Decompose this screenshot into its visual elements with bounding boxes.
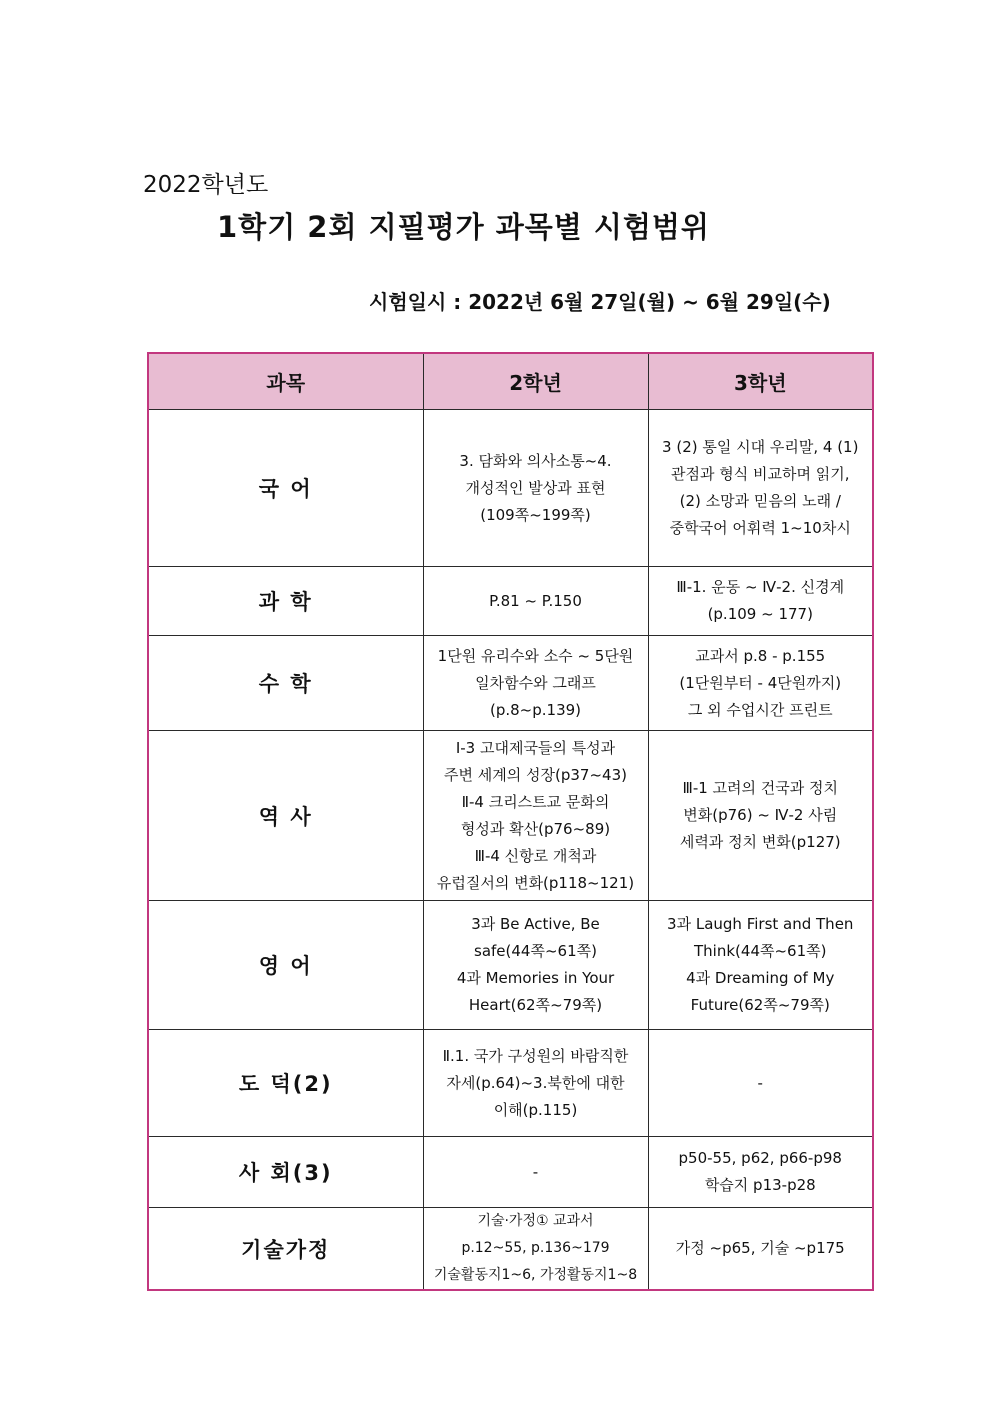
cell-line: - xyxy=(757,1073,763,1092)
cell-line: (109쪽~199쪽) xyxy=(480,505,591,524)
cell-line: Ⅱ.1. 국가 구성원의 바람직한 xyxy=(442,1046,629,1065)
cell-line: 유럽질서의 변화(p118~121) xyxy=(436,873,635,892)
column-header-grade3: 3학년 xyxy=(648,353,873,410)
cell-line: 4과 Dreaming of My xyxy=(686,969,835,987)
grade3-cell xyxy=(648,636,873,731)
cell-line: - xyxy=(532,1162,539,1181)
cell-line: 그 외 수업시간 프린트 xyxy=(687,700,833,719)
grade3-cell xyxy=(648,1208,873,1291)
table-row xyxy=(148,1137,873,1208)
grade2-cell xyxy=(423,636,648,731)
table-row xyxy=(148,901,873,1030)
cell-line: 기술·가정① 교과서 xyxy=(477,1213,594,1229)
cell-line: 형성과 확산(p76~89) xyxy=(460,819,611,838)
cell-line: 세력과 정치 변화(p127) xyxy=(679,833,841,851)
subject-cell: 도 덕(2) xyxy=(148,1030,423,1137)
subject-cell: 국 어 xyxy=(148,410,423,567)
cell-line: 가정 ~p65, 기술 ~p175 xyxy=(675,1239,845,1257)
cell-line: 자세(p.64)~3.북한에 대한 xyxy=(446,1073,625,1092)
table-row xyxy=(148,1208,873,1291)
table-header-row xyxy=(148,353,873,410)
grade2-cell xyxy=(423,410,648,567)
grade2-cell xyxy=(423,567,648,636)
cell-line: Ⅲ-1 고려의 건국과 정치 xyxy=(682,779,839,797)
cell-line: 개성적인 발상과 표현 xyxy=(465,478,606,497)
cell-line: 일차함수와 그래프 xyxy=(475,673,596,692)
cell-line: 관점과 형식 비교하며 읽기, xyxy=(671,465,850,483)
grade3-cell xyxy=(648,567,873,636)
subject-cell: 과 학 xyxy=(148,567,423,636)
exam-date: 시험일시 : 2022년 6월 27일(월) ~ 6월 29일(수) xyxy=(369,290,831,314)
cell-line: (p.109 ~ 177) xyxy=(707,605,813,623)
cell-line: 4과 Memories in Your xyxy=(456,969,615,987)
cell-line: (p.8~p.139) xyxy=(489,700,582,719)
cell-line: 주변 세계의 성장(p37~43) xyxy=(444,765,627,784)
grade3-cell xyxy=(648,410,873,567)
column-header-subject: 과목 xyxy=(148,353,423,410)
grade3-cell xyxy=(648,1137,873,1208)
cell-line: Ⅱ-4 크리스트교 문화의 xyxy=(461,792,610,811)
grade3-cell xyxy=(648,731,873,901)
subject-cell: 기술가정 xyxy=(148,1208,423,1291)
subject-cell: 사 회(3) xyxy=(148,1137,423,1208)
column-header-grade2: 2학년 xyxy=(423,353,648,410)
subject-cell: 수 학 xyxy=(148,636,423,731)
grade3-cell xyxy=(648,901,873,1030)
grade3-cell xyxy=(648,1030,873,1137)
cell-line: Heart(62쪽~79쪽) xyxy=(468,996,603,1014)
table-row xyxy=(148,1030,873,1137)
cell-line: 중학국어 어휘력 1~10차시 xyxy=(669,519,851,537)
grade2-cell xyxy=(423,731,648,901)
cell-line: p.12~55, p.136~179 xyxy=(461,1240,610,1256)
cell-line: 기술활동지1~6, 가정활동지1~8 xyxy=(433,1267,638,1283)
cell-line: 3과 Be Active, Be xyxy=(471,915,600,933)
cell-line: Future(62쪽~79쪽) xyxy=(690,996,830,1014)
cell-line: 학습지 p13-p28 xyxy=(704,1176,816,1194)
cell-line: 3 (2) 통일 시대 우리말, 4 (1) xyxy=(662,438,859,456)
cell-line: Ⅲ-4 신항로 개척과 xyxy=(474,846,597,865)
cell-line: p50-55, p62, p66-p98 xyxy=(678,1149,842,1167)
cell-line: 이해(p.115) xyxy=(493,1100,578,1119)
cell-line: 3. 담화와 의사소통~4. xyxy=(459,451,612,470)
subject-cell: 역 사 xyxy=(148,731,423,901)
cell-line: 3과 Laugh First and Then xyxy=(667,915,854,933)
cell-line: safe(44쪽~61쪽) xyxy=(474,942,597,960)
cell-line: Ⅲ-1. 운동 ~ Ⅳ-2. 신경계 xyxy=(676,578,845,596)
cell-line: 변화(p76) ~ Ⅳ-2 사림 xyxy=(683,806,838,824)
cell-line: (1단원부터 - 4단원까지) xyxy=(679,673,842,692)
table-row xyxy=(148,731,873,901)
subject-cell: 영 어 xyxy=(148,901,423,1030)
exam-scope-table xyxy=(147,352,874,1291)
grade2-cell xyxy=(423,1208,648,1291)
cell-line: 1단원 유리수와 소수 ~ 5단원 xyxy=(437,646,634,665)
grade2-cell xyxy=(423,901,648,1030)
table-row xyxy=(148,410,873,567)
cell-line: P.81 ~ P.150 xyxy=(489,591,582,610)
cell-line: 교과서 p.8 - p.155 xyxy=(695,646,826,665)
year-heading: 2022학년도 xyxy=(143,172,269,198)
page-title: 1학기 2회 지필평가 과목별 시험범위 xyxy=(217,210,710,244)
cell-line: Think(44쪽~61쪽) xyxy=(694,942,827,960)
grade2-cell xyxy=(423,1137,648,1208)
cell-line: Ⅰ-3 고대제국들의 특성과 xyxy=(455,738,616,757)
table-row xyxy=(148,567,873,636)
cell-line: (2) 소망과 믿음의 노래 / xyxy=(679,492,841,510)
table-row xyxy=(148,636,873,731)
grade2-cell xyxy=(423,1030,648,1137)
